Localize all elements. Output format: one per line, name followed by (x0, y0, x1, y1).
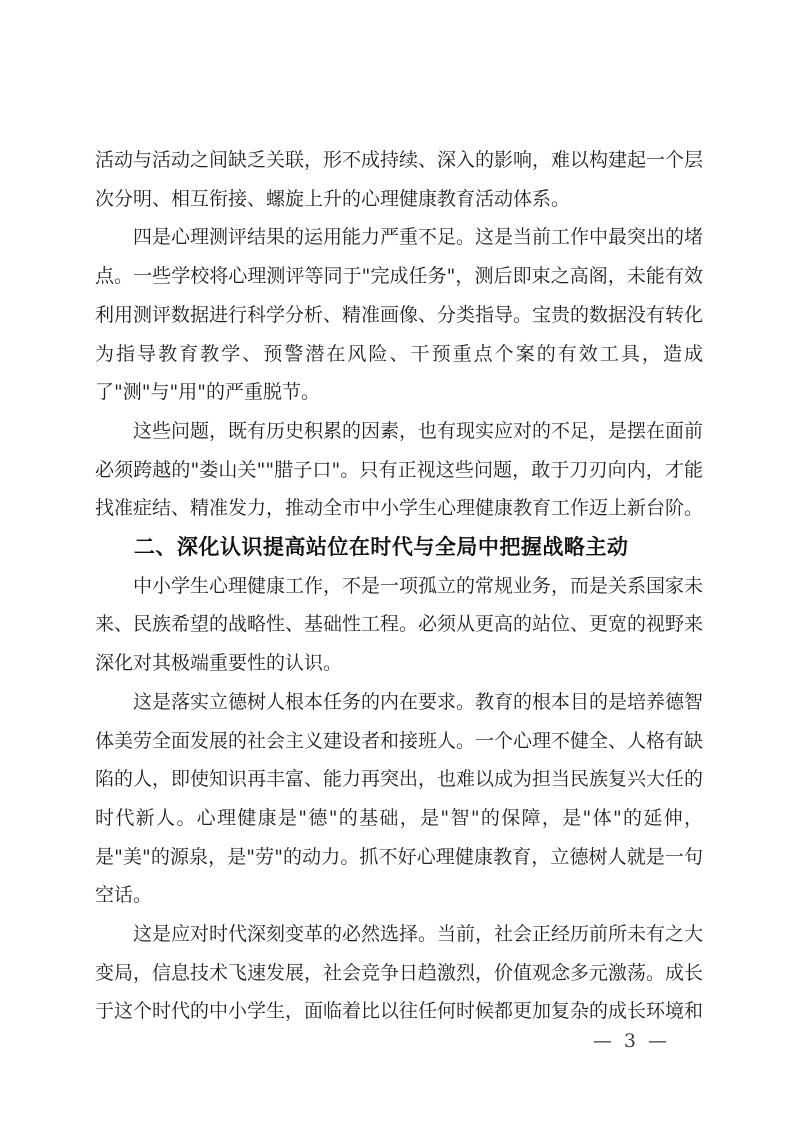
paragraph: 四是心理测评结果的运用能力严重不足。这是当前工作中最突出的堵点。一些学校将心理测评等同于"完成任务"，测后即束之高阁，未能有效利用测评数据进行科学分析、精准画像、分类指导。宝贵的数据没有转化为指导教育教学、预警潜在风险、干预重点个案的有效工具，造成了"测"与"用"的严重脱节。 (95, 226, 704, 404)
page-number: — 3 — (592, 1030, 670, 1052)
document-body (95, 141, 703, 1031)
paragraph: 这些问题，既有历史积累的因素，也有现实应对的不足，是摆在面前必须跨越的"娄山关""腊子口"。只有正视这些问题，敢于刀刃向内，才能找准症结、精准发力，推动全市中小学生心理健康教育工作迈上新台阶。 (95, 419, 704, 520)
section-heading: 二、深化认识提高站位在时代与全局中把握战略主动 (133, 535, 629, 560)
paragraph: 中小学生心理健康工作，不是一项孤立的常规业务，而是关系国家未来、民族希望的战略性、基础性工程。必须从更高的站位、更宽的视野来深化对其极端重要性的认识。 (95, 574, 704, 675)
paragraph: 这是落实立德树人根本任务的内在要求。教育的根本目的是培养德智体美劳全面发展的社会主义建设者和接班人。一个心理不健全、人格有缺陷的人，即使知识再丰富、能力再突出，也难以成为担当民族复兴大任的时代新人。心理健康是"德"的基础，是"智"的保障，是"体"的延伸，是"美"的源泉，是"劳"的动力。抓不好心理健康教育，立德树人就是一句空话。 (95, 690, 704, 907)
paragraph: 这是应对时代深刻变革的必然选择。当前，社会正经历前所未有之大变局，信息技术飞速发展，社会竞争日趋激烈，价值观念多元激荡。成长于这个时代的中小学生，面临着比以往任何时候都更加复杂的成长环境和 (95, 923, 704, 1023)
paragraph: 活动与活动之间缺乏关联，形不成持续、深入的影响，难以构建起一个层次分明、相互衔接、螺旋上升的心理健康教育活动体系。 (95, 149, 704, 210)
